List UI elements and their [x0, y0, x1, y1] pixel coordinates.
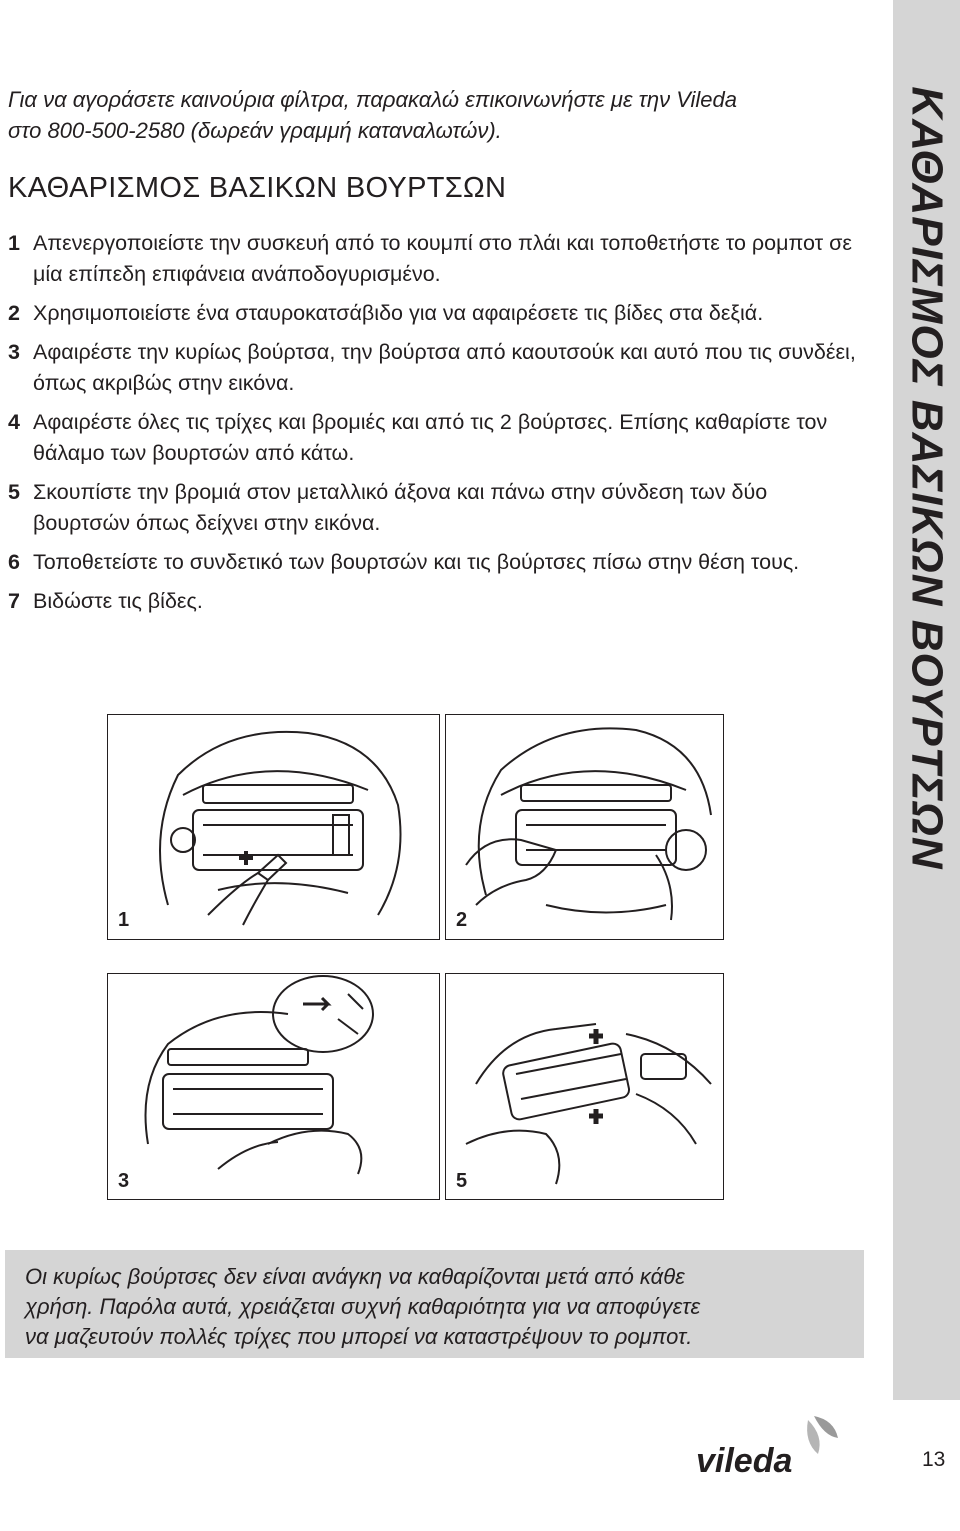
- figure-3: [107, 973, 440, 1200]
- intro-text: [8, 84, 868, 146]
- vileda-logo: [692, 1410, 842, 1480]
- step-text: Τοποθετείστε το συνδετικό των βουρτσών και τις βούρτσες πίσω στην θέση τους.: [33, 550, 800, 574]
- note-line-3: να μαζευτούν πολλές τρίχες που μπορεί να καταστρέψουν το ρομποτ.: [25, 1324, 693, 1349]
- step-number: 4: [8, 410, 20, 434]
- figure-label: 1: [118, 909, 130, 931]
- step-item: [8, 228, 868, 290]
- step-item: [8, 337, 868, 399]
- step-item: [8, 547, 868, 578]
- robot-underside-illustration: [108, 715, 438, 937]
- note-line-2: χρήση. Παρόλα αυτά, χρειάζεται συχνή καθαριότητα για να αποφύγετε: [25, 1294, 701, 1319]
- figure-label: 3: [118, 1170, 130, 1192]
- figure-label: 5: [456, 1170, 468, 1192]
- figure-5: [445, 973, 724, 1200]
- page-number: 13: [922, 1448, 946, 1471]
- figure-label: 2: [456, 909, 468, 931]
- step-item: [8, 298, 868, 329]
- note-text: [25, 1262, 846, 1352]
- logo-wordmark: vileda: [696, 1442, 793, 1480]
- figure-2: [445, 714, 724, 940]
- step-text: Σκουπίστε την βρομιά στον μεταλλικό άξονα και πάνω στην σύνδεση των δύο βουρτσών όπως δείχνει στην εικόνα.: [33, 480, 768, 535]
- step-item: [8, 586, 868, 617]
- step-text: Απενεργοποιείστε την συσκευή από το κουμπί στο πλάι και τοποθετήστε το ρομποτ σε μία επίπεδη επιφάνεια ανάποδογυρισμένο.: [33, 231, 852, 286]
- brush-axle-illustration: [446, 974, 722, 1198]
- step-number: 1: [8, 231, 20, 255]
- brush-cleaning-illustration: [108, 974, 438, 1198]
- step-number: 3: [8, 340, 20, 364]
- step-item: [8, 477, 868, 539]
- step-number: 7: [8, 589, 20, 613]
- note-box: [5, 1250, 864, 1358]
- step-text: Βιδώστε τις βίδες.: [33, 589, 203, 613]
- step-number: 2: [8, 301, 20, 325]
- section-title: ΚΑΘΑΡΙΣΜΟΣ ΒΑΣΙΚΩΝ ΒΟΥΡΤΣΩΝ: [8, 172, 507, 204]
- step-number: 6: [8, 550, 20, 574]
- intro-line-2: στο 800-500-2580 (δωρεάν γραμμή καταναλωτών).: [8, 118, 502, 143]
- brush-removal-illustration: [446, 715, 722, 937]
- intro-line-1: Για να αγοράσετε καινούρια φίλτρα, παρακαλώ επικοινωνήστε με την Vileda: [8, 87, 737, 112]
- side-title-text: ΚΑΘΑΡΙΣΜΟΣ ΒΑΣΙΚΩΝ ΒΟΥΡΤΣΩΝ: [902, 86, 952, 870]
- step-number: 5: [8, 480, 20, 504]
- step-text: Χρησιμοποιείστε ένα σταυροκατσάβιδο για να αφαιρέσετε τις βίδες στα δεξιά.: [33, 301, 764, 325]
- step-item: [8, 407, 868, 469]
- steps-list: [8, 228, 868, 625]
- note-line-1: Οι κυρίως βούρτσες δεν είναι ανάγκη να καθαρίζονται μετά από κάθε: [25, 1264, 685, 1289]
- step-text: Αφαιρέστε όλες τις τρίχες και βρομιές και από τις 2 βούρτσες. Επίσης καθαρίστε τον θάλαμο των βουρτσών από κάτω.: [33, 410, 828, 465]
- vileda-logo-graphic: [692, 1410, 842, 1480]
- step-text: Αφαιρέστε την κυρίως βούρτσα, την βούρτσα από καουτσούκ και αυτό που τις συνδέει, όπως ακριβώς στην εικόνα.: [33, 340, 856, 395]
- figure-1: [107, 714, 440, 940]
- side-title: [893, 88, 960, 868]
